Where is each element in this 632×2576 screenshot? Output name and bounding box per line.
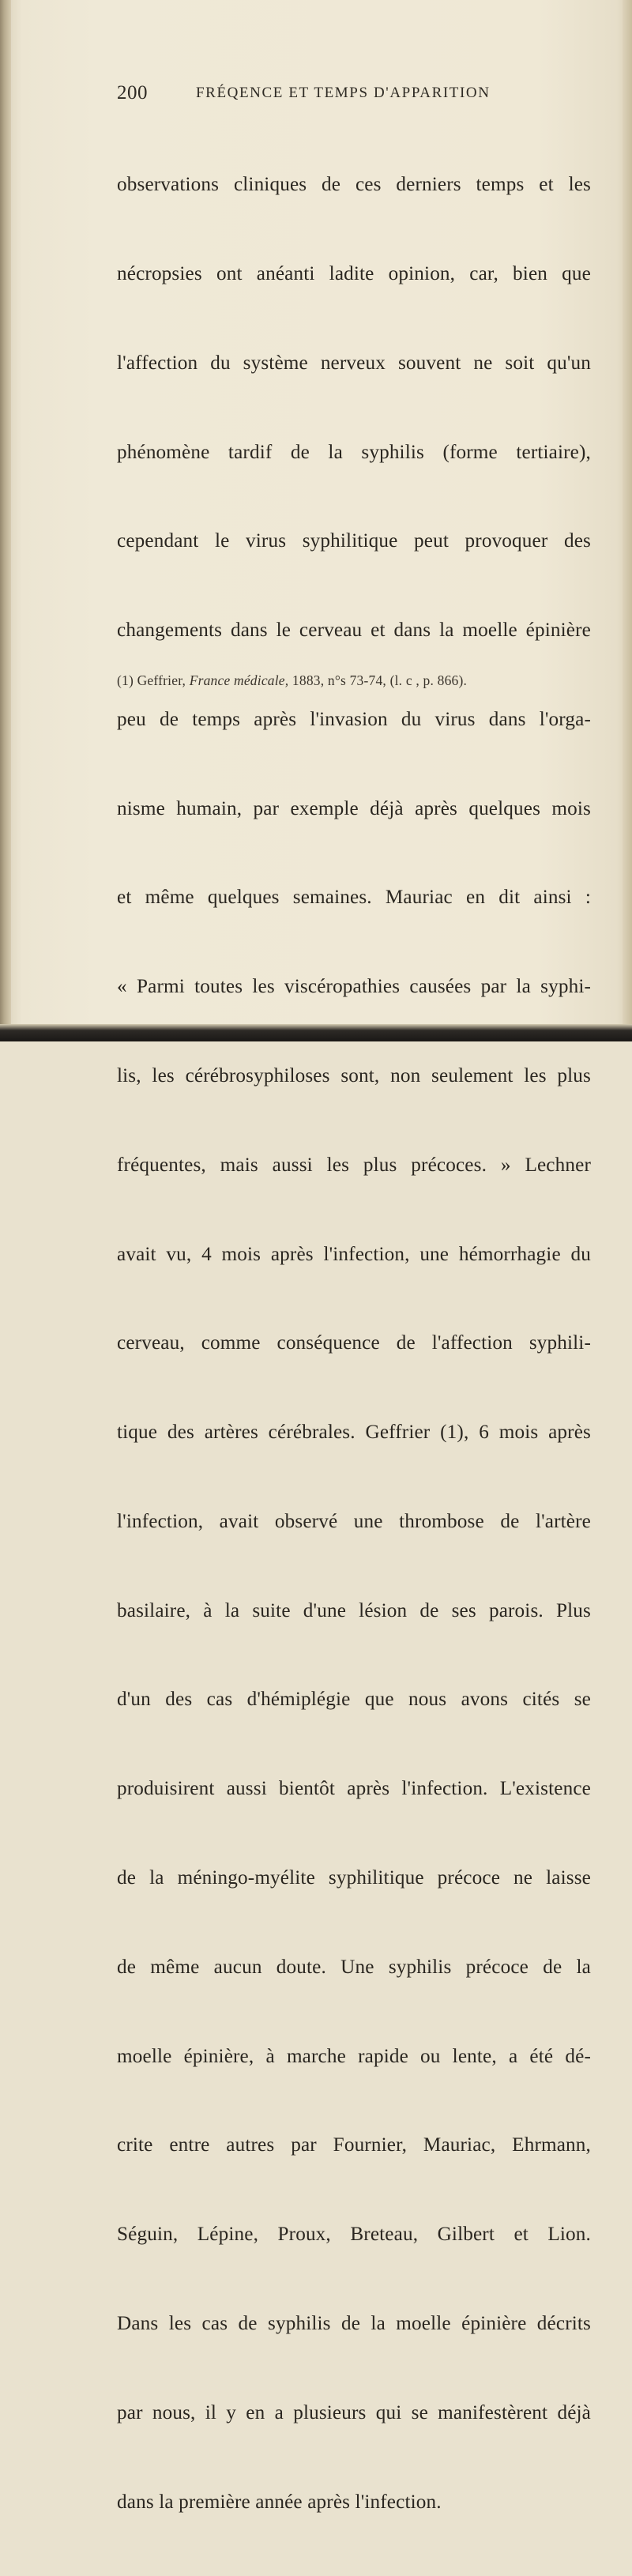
text-line: cerveau, comme conséquence de l'affection syphili- <box>117 1332 591 1354</box>
page-header <box>117 82 496 109</box>
text-line: « Parmi toutes les viscéropathies causées par la syphi- <box>117 976 591 998</box>
footnote <box>117 672 591 689</box>
text-line: changements dans le cerveau et dans la moelle épinière <box>117 620 591 642</box>
body-text <box>117 111 591 2576</box>
text-line: basilaire, à la suite d'une lésion de ses parois. Plus <box>117 1599 591 1621</box>
text-line: nisme humain, par exemple déjà après quelques mois <box>117 797 591 819</box>
text-line: et même quelques semaines. Mauriac en dit ainsi : <box>117 887 591 909</box>
page-bottom-edge <box>0 1024 632 1041</box>
text-line: peu de temps après l'invasion du virus dans l'orga- <box>117 708 591 730</box>
text-line: l'infection, avait observé une thrombose de l'artère <box>117 1510 591 1532</box>
page-binding-shadow <box>0 0 11 1041</box>
text-line: dans la première année après l'infection. <box>117 2491 442 2513</box>
text-line: l'affection du système nerveux souvent ne soit qu'un <box>117 352 591 374</box>
text-line: de la méningo-myélite syphilitique précoce ne laisse <box>117 1867 591 1889</box>
text-line: Dans les cas de syphilis de la moelle épinière décrits <box>117 2312 591 2334</box>
text-line: Séguin, Lépine, Proux, Breteau, Gilbert et Lion. <box>117 2224 591 2246</box>
text-line: par nous, il y en a plusieurs qui se manifestèrent déjà <box>117 2401 591 2423</box>
running-head: FRÉQENCE ET TEMPS D'APPARITION <box>196 85 491 101</box>
page-right-edge <box>623 0 632 1041</box>
text-line: phénomène tardif de la syphilis (forme tertiaire), <box>117 441 591 463</box>
text-line: nécropsies ont anéanti ladite opinion, car, bien que <box>117 262 591 284</box>
text-line: de même aucun doute. Une syphilis précoce de la <box>117 1956 591 1978</box>
text-line: fréquentes, mais aussi les plus précoces. » Lechner <box>117 1154 591 1176</box>
text-line: produisirent aussi bientôt après l'infection. L'existence <box>117 1778 591 1800</box>
text-line: crite entre autres par Fournier, Mauriac, Ehrmann, <box>117 2134 591 2156</box>
text-line: tique des artères cérébrales. Geffrier (1), 6 mois après <box>117 1422 591 1444</box>
text-line: lis, les cérébrosyphiloses sont, non seulement les plus <box>117 1065 591 1087</box>
text-line: observations cliniques de ces derniers temps et les <box>117 174 591 196</box>
footnote-details: 1883, n°s 73-74, (l. c , p. 866). <box>292 672 468 688</box>
text-line: avait vu, 4 mois après l'infection, une hémorrhagie du <box>117 1243 591 1265</box>
footnote-author: Geffrier, <box>137 672 186 688</box>
footnote-journal: France médicale, <box>189 672 289 688</box>
text-line: d'un des cas d'hémiplégie que nous avons cités se <box>117 1689 591 1711</box>
page-number: 200 <box>117 82 148 104</box>
footnote-marker: (1) <box>117 672 134 688</box>
text-line: moelle épinière, à marche rapide ou lente, a été dé- <box>117 2045 591 2067</box>
text-line: cependant le virus syphilitique peut provoquer des <box>117 530 591 552</box>
